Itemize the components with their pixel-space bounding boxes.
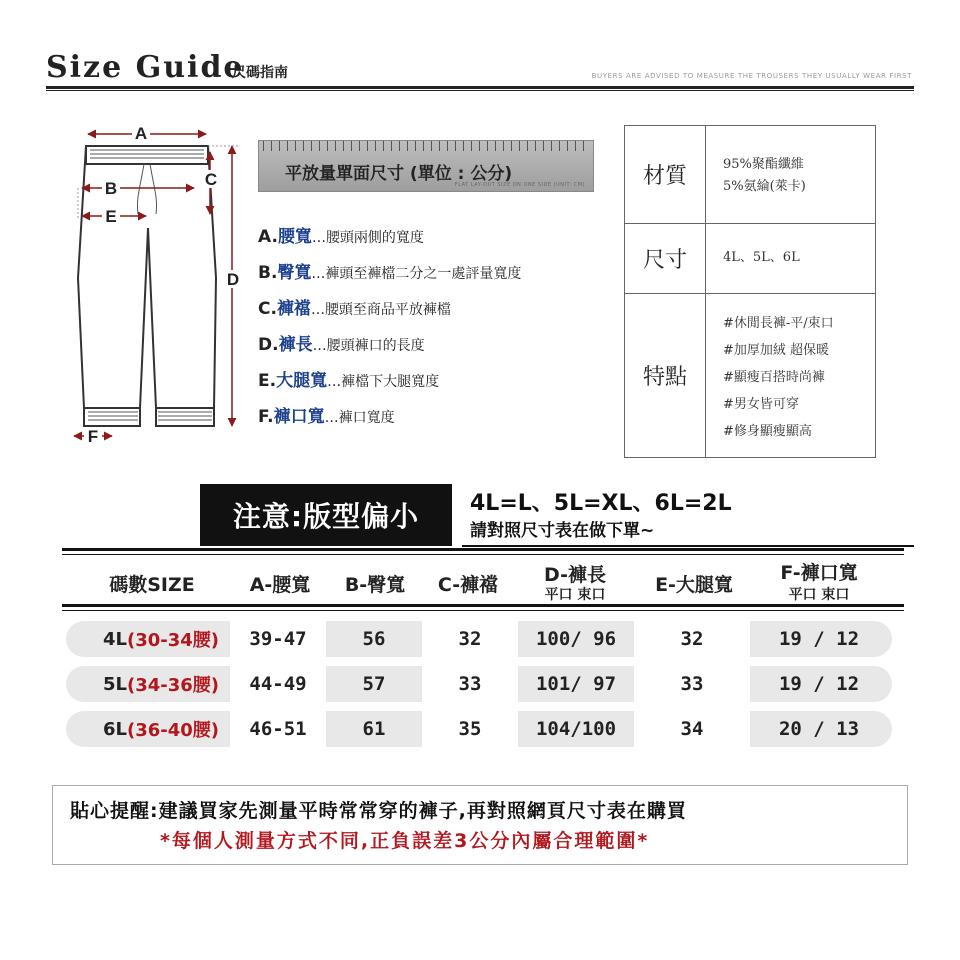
header-crotch: C-褲襠 — [437, 574, 499, 596]
size-cell: 5L (34-36腰) — [102, 673, 220, 696]
material-label: 材質 — [625, 126, 706, 223]
hip-cell: 61 — [362, 718, 386, 740]
header-hem: F-褲口寬 — [780, 562, 858, 584]
table-row — [66, 621, 892, 657]
material-row-features — [625, 294, 875, 457]
waist-cell: 44-49 — [230, 666, 326, 702]
definition-b: B.臀寬…褲頭至褲檔二分之一處評量寬度 — [258, 263, 522, 283]
crotch-cell: 32 — [422, 621, 518, 657]
header-waist: A-腰寬 — [249, 574, 311, 596]
definition-e: E.大腿寬…褲檔下大腿寬度 — [258, 371, 440, 391]
dim-label-f: F — [87, 427, 99, 446]
table-rule-top — [62, 548, 904, 551]
material-value: 95%聚酯纖維 5%氨綸(萊卡) — [723, 157, 806, 194]
hem-cell: 20 / 13 — [778, 718, 860, 740]
size-cell: 6L (36-40腰) — [102, 718, 220, 741]
ruler-ticks — [263, 141, 589, 151]
pants-diagram — [60, 118, 250, 460]
table-row — [66, 666, 892, 702]
definition-c: C.褲襠…腰頭至商品平放褲檔 — [258, 299, 451, 319]
thigh-cell: 32 — [634, 621, 750, 657]
page-subtitle: 尺碼指南 — [232, 65, 288, 81]
thigh-cell: 33 — [634, 666, 750, 702]
dim-label-c: C — [204, 170, 218, 189]
header-hip: B-臀寬 — [344, 574, 406, 596]
table-rule-mid — [62, 604, 904, 607]
length-cell: 100/ 96 — [535, 628, 617, 650]
header-size: 碼數SIZE — [109, 574, 195, 596]
size-value: 4L、5L、6L — [723, 250, 800, 265]
crotch-cell: 33 — [422, 666, 518, 702]
hem-cell: 19 / 12 — [778, 673, 860, 695]
material-row-fabric — [625, 126, 875, 224]
hip-cell: 57 — [362, 673, 386, 695]
tip-reminder: 貼心提醒:建議買家先測量平時常常穿的褲子,再對照網頁尺寸表在購買 — [70, 800, 687, 822]
material-table — [624, 125, 876, 458]
order-instruction: 請對照尺寸表在做下單~ — [470, 521, 655, 541]
definition-d: D.褲長…腰頭褲口的長度 — [258, 335, 425, 355]
dim-label-b: B — [104, 179, 118, 198]
size-label: 尺寸 — [625, 224, 706, 293]
thigh-cell: 34 — [634, 711, 750, 747]
dim-label-d: D — [226, 270, 240, 289]
length-cell: 101/ 97 — [535, 673, 617, 695]
header-rule-thin — [46, 90, 914, 91]
ruler-caption: FLAT LAY-OUT SIZE ON ONE SIDE (UNIT: CM) — [454, 182, 585, 188]
header-rule — [46, 86, 914, 89]
features-label: 特點 — [625, 294, 706, 457]
waist-cell: 39-47 — [230, 621, 326, 657]
header-hem-sub: 平口 束口 — [788, 587, 850, 603]
crotch-cell: 35 — [422, 711, 518, 747]
header-length: D-褲長 — [543, 564, 606, 586]
size-conversion: 4L=L、5L=XL、6L=2L — [470, 491, 732, 516]
header-note: BUYERS ARE ADVISED TO MEASURE THE TROUSERS THEY USUALLY WEAR FIRST — [591, 72, 912, 80]
waist-cell: 46-51 — [230, 711, 326, 747]
ruler-banner — [258, 140, 594, 192]
length-cell: 104/100 — [535, 718, 617, 740]
table-rule-top-thin — [62, 554, 904, 555]
dim-label-e: E — [105, 207, 117, 226]
table-row — [66, 711, 892, 747]
header-length-sub: 平口 束口 — [544, 587, 606, 603]
definition-f: F.褲口寬…褲口寬度 — [258, 407, 395, 427]
header-thigh: E-大腿寬 — [655, 574, 733, 596]
page-title: Size Guide — [46, 50, 245, 85]
notice-underline — [462, 545, 914, 547]
hem-cell: 19 / 12 — [778, 628, 860, 650]
hip-cell: 56 — [362, 628, 386, 650]
dim-label-a: A — [134, 124, 148, 143]
definition-a: A.腰寬…腰頭兩側的寬度 — [258, 227, 424, 247]
features-value: #休閒長褲-平/束口 #加厚加絨 超保暖 #顯瘦百搭時尚褲 #男女皆可穿 #修身顯瘦顯高 — [723, 316, 834, 439]
tip-tolerance: *每個人測量方式不同,正負誤差3公分內屬合理範圍* — [160, 830, 650, 852]
ruler-title: 平放量單面尺寸 (單位 : 公分) — [285, 164, 513, 184]
fit-warning-badge: 注意:版型偏小 — [200, 484, 452, 546]
size-cell: 4L (30-34腰) — [102, 628, 220, 651]
material-row-size — [625, 224, 875, 294]
table-rule-mid-thin — [62, 610, 904, 611]
